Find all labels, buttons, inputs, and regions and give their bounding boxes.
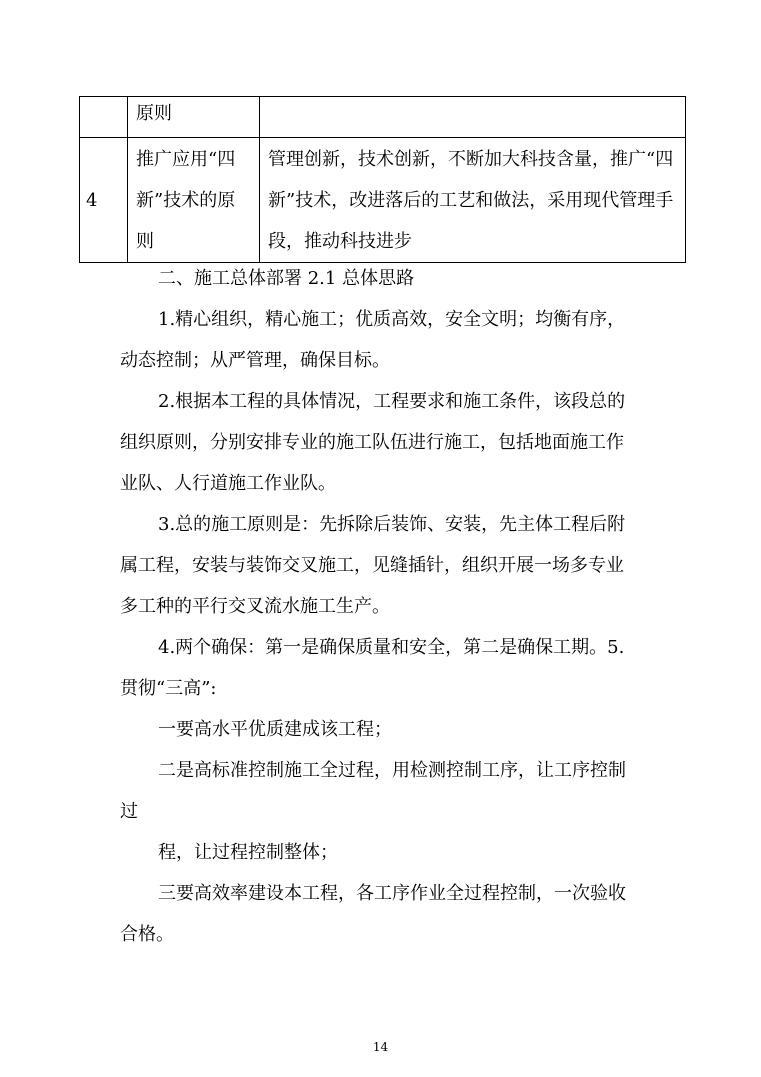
content-cell: 管理创新，技术创新，不断加大科技含量，推广“四新”技术，改进落后的工艺和做法，采用现代管理手段，推动科技进步 [260,138,686,263]
paragraph-5: 一要高水平优质建成该工程； [158,719,392,740]
principles-table [79,96,686,263]
table-row [80,97,686,138]
principle-cell: 原则 [128,97,260,138]
paragraph-3: 3.总的施工原则是：先拆除后装饰、安装，先主体工程后附属工程，安装与装饰交叉施工，见缝插针，组织开展一场多专业多工种的平行交叉流水施工生产。 [120,514,626,617]
paragraph-6: 二是高标准控制施工全过程，用检测控制工序，让工序控制过 [120,760,626,822]
page-number: 14 [372,1040,389,1054]
paragraph-8: 三要高效率建设本工程，各工序作业全过程控制，一次验收合格。 [120,883,626,945]
content-cell [260,97,686,138]
paragraph-4: 4.两个确保：第一是确保质量和安全，第二是确保工期。5.贯彻“三高”: [120,637,625,699]
paragraph-1: 1.精心组织，精心施工；优质高效，安全文明；均衡有序，动态控制；从严管理，确保目标。 [120,309,626,371]
row-number-cell: 4 [80,138,128,263]
section-heading: 二、施工总体部署 2.1 总体思路 [158,268,415,289]
table-row [80,138,686,263]
principle-cell: 推广应用“四新”技术的原则 [128,138,260,263]
row-number-cell [80,97,128,138]
paragraph-2: 2.根据本工程的具体情况，工程要求和施工条件，该段总的组织原则，分别安排专业的施工队伍进行施工，包括地面施工作业队、人行道施工作业队。 [120,391,626,494]
paragraph-7: 程，让过程控制整体； [158,842,338,863]
